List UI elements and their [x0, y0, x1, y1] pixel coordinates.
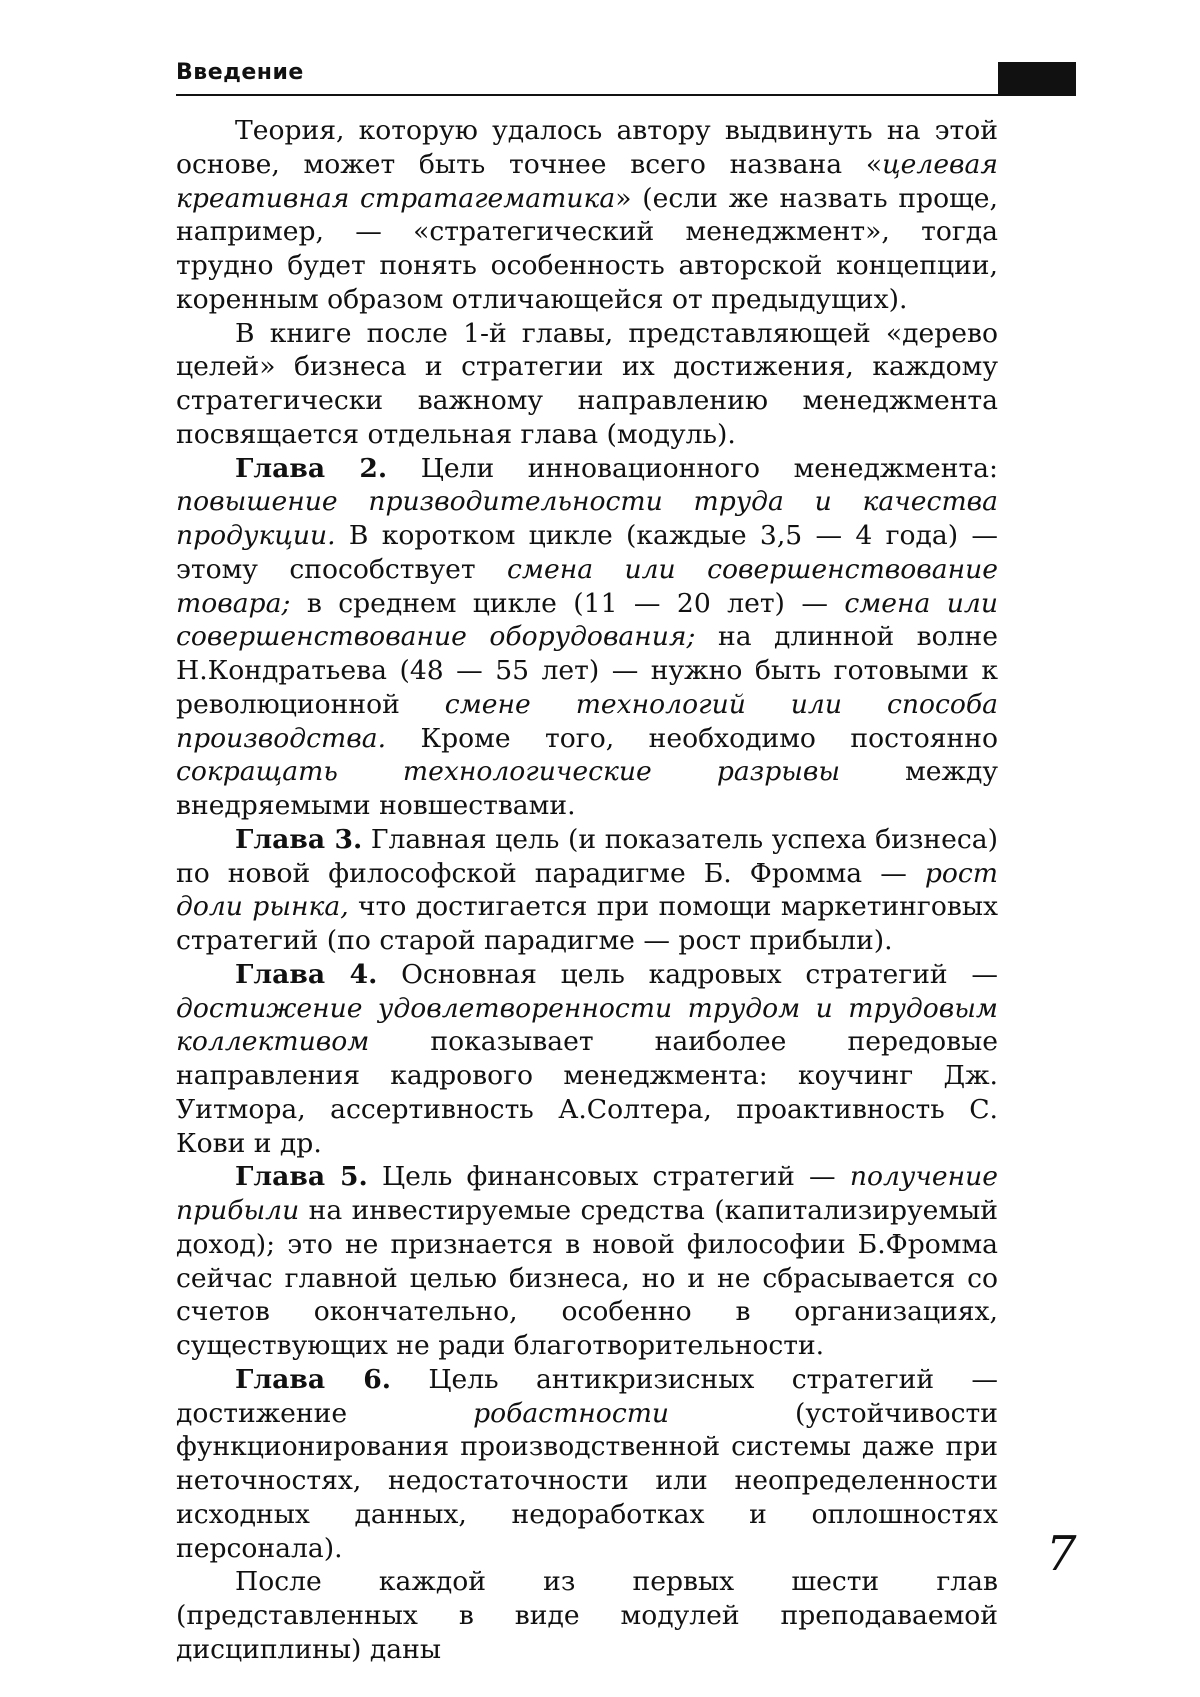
- body-text: [176, 114, 998, 1667]
- emphasis-text: робастности: [473, 1397, 670, 1429]
- emphasis-text: повышение призводительности труда и качества продукции.: [176, 486, 998, 551]
- paragraph: [176, 958, 998, 1161]
- text-segment: Цели инновационного менеджмента:: [387, 452, 998, 484]
- paragraph: [176, 317, 998, 452]
- text-segment: Теория, которую удалось автору выдвинуть на этой основе, может быть точнее всего названа «: [176, 115, 998, 180]
- emphasis-text: достижение удовлетворенности трудом и трудовым коллективом: [176, 992, 998, 1058]
- chapter-reference: Глава 4.: [235, 958, 378, 990]
- emphasis-text: получение прибыли: [176, 1161, 998, 1226]
- text-segment: на инвестируемые средства (капитализируемый доход); это не признается в новой философии Б.Фромма сейчас главной целью бизнеса, но и не сбрасывается со счетов окончательно, особенно в организациях, существующих не ради благотворительности.: [176, 1195, 998, 1361]
- emphasis-text: смена или совершенствование товара;: [176, 553, 999, 619]
- text-segment: » (если же назвать проще, например, — «стратегический менеджмент», тогда трудно будет понять особенность авторской концепции, коренным образом отличающейся от предыдущих).: [176, 182, 998, 315]
- text-segment: (устойчивости функционирования производственной системы даже при неточностях, недостаточности или неопределенности исходных данных, недоработках и оплошностях персонала).: [176, 1397, 998, 1564]
- paragraph: [176, 1160, 998, 1363]
- emphasis-text: сокращать технологические разрывы: [176, 756, 841, 788]
- text-segment: между внедряемыми новшествами.: [176, 756, 998, 821]
- paragraph: [176, 823, 998, 958]
- paragraph: [176, 114, 998, 317]
- paragraph: [176, 1363, 998, 1566]
- text-segment: В книге после 1-й главы, представляющей «дерево целей» бизнеса и стратегии их достижения, каждому стратегически важному направлению менеджмента посвящается отдельная глава (модуль).: [176, 317, 998, 450]
- emphasis-text: рост доли рынка,: [176, 857, 998, 923]
- page-number: 7: [1046, 1526, 1077, 1582]
- text-segment: Основная цель кадровых стратегий —: [377, 958, 998, 990]
- text-segment: Цель финансовых стратегий —: [367, 1161, 850, 1193]
- emphasis-text: целевая креативная стратагематика: [176, 148, 998, 214]
- text-segment: Цель антикризисных стратегий — достижение: [176, 1363, 998, 1429]
- paragraph: [176, 1565, 998, 1666]
- text-segment: Главная цель (и показатель успеха бизнеса) по новой философской парадигме Б. Фромма —: [176, 823, 998, 889]
- paragraph: [176, 452, 998, 823]
- chapter-title: Введение: [176, 60, 304, 85]
- text-segment: показывает наиболее передовые направления кадрового менеджмента: коучинг Дж. Уитмора, ассертивность А.Солтера, проактивность С. Кови и др.: [176, 1026, 998, 1159]
- chapter-reference: Глава 6.: [235, 1363, 391, 1395]
- chapter-reference: Глава 3.: [235, 823, 363, 855]
- header-marker-block: [998, 62, 1076, 94]
- running-header: [176, 58, 1076, 96]
- text-segment: Кроме того, необходимо постоянно: [386, 722, 998, 754]
- emphasis-text: смене технологий или способа производства.: [176, 688, 998, 754]
- text-segment: на длинной волне Н.Кондратьева (48 — 55 лет) — нужно быть готовыми к революционной: [176, 621, 998, 720]
- text-segment: что достигается при помощи маркетинговых стратегий (по старой парадигме — рост прибыли).: [176, 891, 998, 956]
- text-segment: в среднем цикле (11 — 20 лет) —: [290, 587, 845, 619]
- emphasis-text: смена или совершенствование оборудования;: [176, 587, 998, 653]
- chapter-reference: Глава 2.: [235, 452, 388, 484]
- chapter-reference: Глава 5.: [235, 1161, 368, 1193]
- text-segment: После каждой из первых шести глав (представленных в виде модулей преподаваемой дисциплины) даны: [176, 1566, 998, 1665]
- text-segment: В коротком цикле (каждые 3,5 — 4 года) — этому способствует: [176, 520, 998, 585]
